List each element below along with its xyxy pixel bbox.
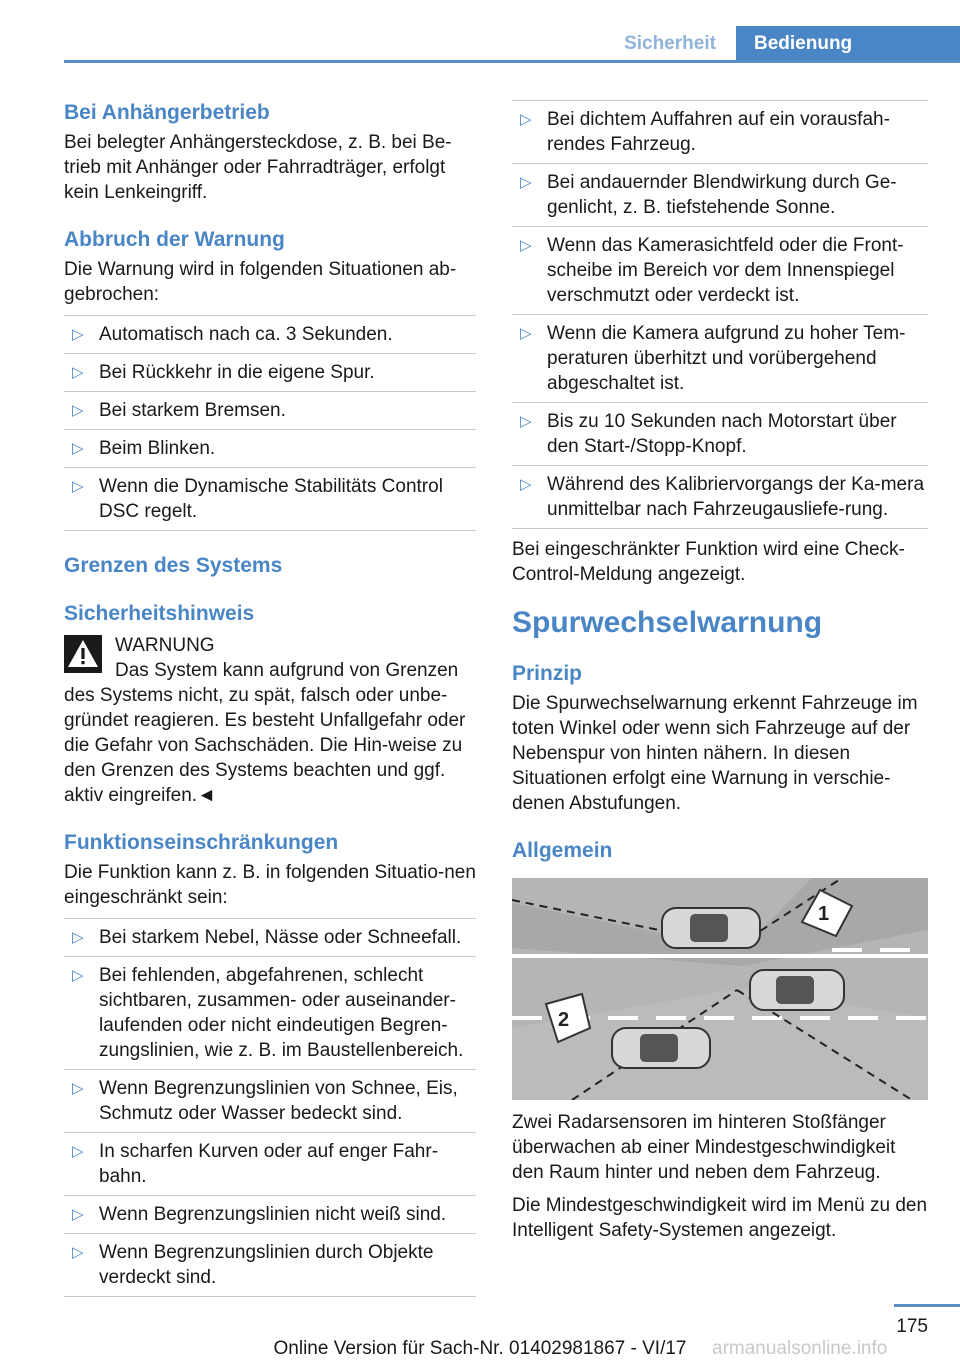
paragraph-funktion: Die Funktion kann z. B. in folgenden Situatio-nen eingeschränkt sein: xyxy=(64,862,476,908)
list-item: ▷ Bei dichtem Auffahren auf ein vorausfah-rendes Fahrzeug. xyxy=(512,101,928,164)
lane-change-illustration xyxy=(512,878,928,1100)
list-funktion xyxy=(64,918,476,1297)
right-column xyxy=(512,100,928,1251)
figure-label-1: 1 xyxy=(818,903,830,925)
section-title-allgemein: Allgemein xyxy=(512,839,613,862)
paragraph-anhaenger: Bei belegter Anhängersteckdose, z. B. bei Be-trieb mit Anhänger oder Fahrradträger, erfolgt kein Lenkeingriff. xyxy=(64,132,452,203)
paragraph-prinzip: Die Spurwechselwarnung erkennt Fahrzeuge im toten Winkel oder wenn sich Fahrzeuge auf der Nebenspur von hinten nähern. In diesen Situationen erfolgt eine Warnung in verschie-denen Abstufungen. xyxy=(512,693,918,814)
list-item: ▷ Bei starkem Bremsen. xyxy=(64,392,476,430)
tab-sicherheit[interactable]: Sicherheit xyxy=(624,33,716,54)
tab-bedienung[interactable]: Bedienung xyxy=(736,26,960,63)
list-item: ▷ Wenn die Dynamische Stabilitäts Control DSC regelt. xyxy=(64,468,476,531)
paragraph-mindest: Die Mindestgeschwindigkeit wird im Menü zu den Intelligent Safety-Systemen angezeigt. xyxy=(512,1195,928,1241)
list-abbruch xyxy=(64,315,476,531)
list-item: ▷ Wenn Begrenzungslinien durch Objekte verdeckt sind. xyxy=(64,1234,476,1297)
list-item: ▷ Bei fehlenden, abgefahrenen, schlecht sichtbaren, zusammen- oder auseinander-laufenden oder nicht eindeutigen Begren-zungslinien, wie z. B. im Baustellenbereich. xyxy=(64,957,476,1070)
list-funktion-continued xyxy=(512,100,928,529)
list-item: ▷ Bei andauernder Blendwirkung durch Ge-genlicht, z. B. tiefstehende Sonne. xyxy=(512,164,928,227)
section-title-abbruch: Abbruch der Warnung xyxy=(64,228,285,251)
figure-label-2: 2 xyxy=(558,1009,570,1031)
list-item: ▷ Während des Kalibriervorgangs der Ka-mera unmittelbar nach Fahrzeugausliefe-rung. xyxy=(512,466,928,529)
warning-icon xyxy=(64,635,102,673)
section-title-sicherheitshinweis: Sicherheitshinweis xyxy=(64,602,255,625)
section-title-anhaenger: Bei Anhängerbetrieb xyxy=(64,101,270,124)
section-title-grenzen: Grenzen des Systems xyxy=(64,554,283,577)
list-item: ▷ Beim Blinken. xyxy=(64,430,476,468)
page-number: 175 xyxy=(896,1316,928,1337)
list-item: ▷ Wenn Begrenzungslinien von Schnee, Eis, Schmutz oder Wasser bedeckt sind. xyxy=(64,1070,476,1133)
paragraph-abbruch: Die Warnung wird in folgenden Situationen ab-gebrochen: xyxy=(64,259,457,305)
warning-text: des Systems nicht, zu spät, falsch oder unbe-gründet reagieren. Es besteht Unfallgefahr oder die Gefahr von Sachschäden. Die Hin-weise zu den Grenzen des Systems beachten und ggf. aktiv eingreifen.◄ xyxy=(64,685,466,806)
left-column xyxy=(64,100,476,1305)
chapter-title: Spurwechselwarnung xyxy=(512,606,823,639)
list-item: ▷ Bis zu 10 Sekunden nach Motorstart über den Start-/Stopp-Knopf. xyxy=(512,403,928,466)
warning-label: WARNUNG xyxy=(115,635,215,656)
paragraph-radar: Zwei Radarsensoren im hinteren Stoßfänger überwachen ab einer Mindestgeschwindigkeit den Raum hinter und neben dem Fahrzeug. xyxy=(512,1112,896,1183)
list-item: ▷ Wenn das Kamerasichtfeld oder die Front-scheibe im Bereich vor dem Innenspiegel verschmutzt oder verdeckt ist. xyxy=(512,227,928,315)
watermark: armanualsonline.info xyxy=(712,1338,888,1359)
list-item: ▷ Bei Rückkehr in die eigene Spur. xyxy=(64,354,476,392)
header-rule xyxy=(64,60,960,63)
section-title-prinzip: Prinzip xyxy=(512,662,583,685)
warning-box xyxy=(64,633,476,808)
footer-rule xyxy=(894,1304,960,1307)
warning-text-first-line: Das System kann aufgrund von Grenzen xyxy=(115,660,459,681)
list-item: ▷ Wenn Begrenzungslinien nicht weiß sind. xyxy=(64,1196,476,1234)
list-item: ▷ Bei starkem Nebel, Nässe oder Schneefall. xyxy=(64,919,476,957)
list-item: ▷ Automatisch nach ca. 3 Sekunden. xyxy=(64,316,476,354)
list-item: ▷ Wenn die Kamera aufgrund zu hoher Tem-peraturen überhitzt und vorübergehend abgeschaltet ist. xyxy=(512,315,928,403)
online-version-text: Online Version für Sach-Nr. 01402981867 - VI/17 xyxy=(273,1338,687,1359)
paragraph-check-control: Bei eingeschränkter Funktion wird eine Check-Control-Meldung angezeigt. xyxy=(512,539,905,585)
section-title-funktion: Funktionseinschränkungen xyxy=(64,831,339,854)
list-item: ▷ In scharfen Kurven oder auf enger Fahr-bahn. xyxy=(64,1133,476,1196)
